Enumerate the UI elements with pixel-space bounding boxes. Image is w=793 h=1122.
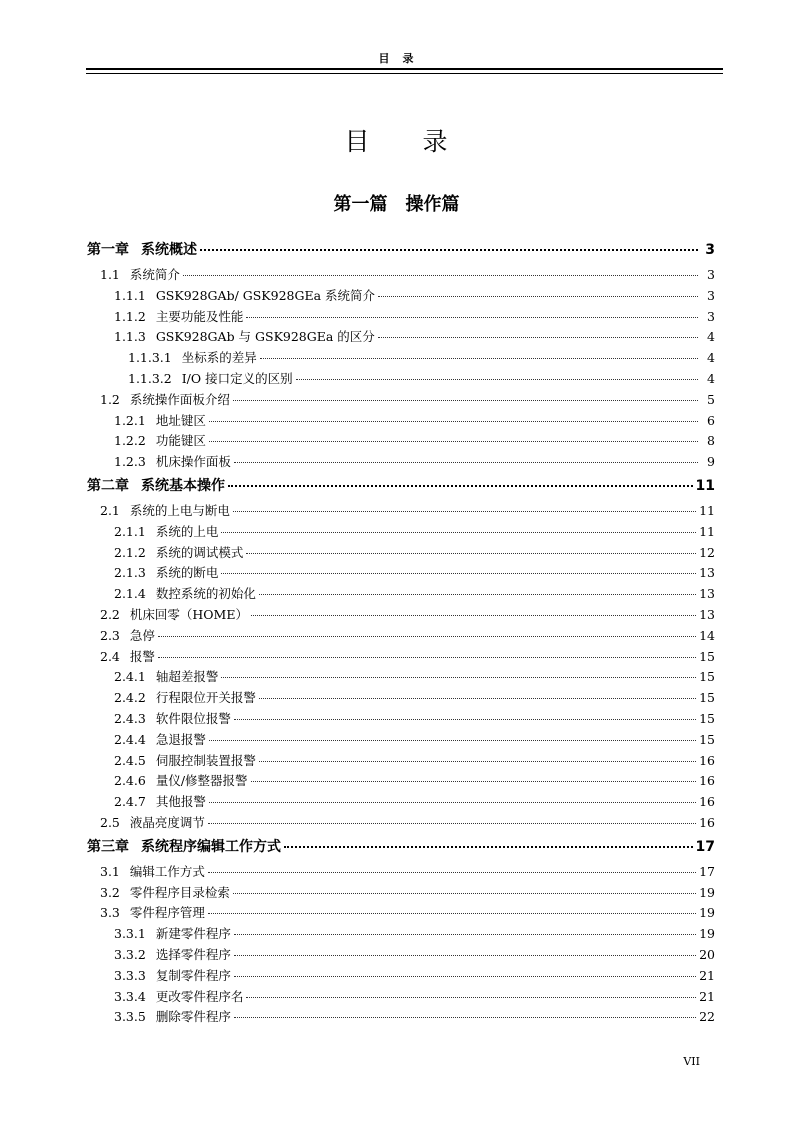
toc-entry-page: 13 bbox=[699, 606, 715, 622]
toc-entry[interactable] bbox=[87, 584, 715, 605]
toc-entry[interactable] bbox=[87, 522, 715, 543]
toc-leader-dots bbox=[221, 572, 696, 574]
toc-entry-number: 2.4.2 bbox=[114, 690, 146, 706]
toc-entry-number: 1.2.3 bbox=[114, 454, 146, 470]
toc-entry[interactable] bbox=[87, 987, 715, 1008]
table-of-contents bbox=[87, 237, 715, 1028]
toc-entry-title: 地址键区 bbox=[155, 412, 206, 428]
toc-entry-title: 选择零件程序 bbox=[155, 946, 231, 962]
toc-leader-dots bbox=[208, 912, 696, 914]
toc-leader-dots bbox=[234, 975, 696, 977]
toc-leader-dots bbox=[234, 1016, 696, 1018]
toc-entry-number: 2.4.7 bbox=[114, 794, 146, 810]
toc-leader-dots bbox=[183, 274, 698, 276]
toc-leader-dots bbox=[284, 845, 693, 848]
toc-entry-number: 2.4 bbox=[100, 648, 120, 664]
toc-entry-page: 13 bbox=[699, 565, 715, 581]
toc-entry-number: 1.2.1 bbox=[114, 412, 146, 428]
toc-entry-title: 报警 bbox=[129, 648, 155, 664]
toc-leader-dots bbox=[259, 593, 696, 595]
toc-entry-page: 16 bbox=[699, 794, 715, 810]
toc-leader-dots bbox=[209, 739, 696, 741]
toc-entry-title: 主要功能及性能 bbox=[155, 308, 244, 324]
toc-entry-page: 16 bbox=[699, 814, 715, 830]
toc-entry-page: 15 bbox=[699, 710, 715, 726]
toc-entry-title: 机床回零（HOME） bbox=[129, 606, 248, 622]
toc-entry-title: 零件程序管理 bbox=[129, 905, 205, 921]
toc-entry[interactable] bbox=[87, 626, 715, 647]
toc-entry-number: 2.3 bbox=[100, 627, 120, 643]
toc-entry-page: 14 bbox=[699, 627, 715, 643]
toc-entry-number: 2.4.4 bbox=[114, 731, 146, 747]
toc-entry-page: 3 bbox=[707, 308, 715, 324]
header-rule-thin bbox=[86, 73, 723, 74]
toc-leader-dots bbox=[246, 552, 696, 554]
toc-entry-number: 3.3.5 bbox=[114, 1009, 146, 1025]
toc-entry-number: 1.2 bbox=[100, 391, 120, 407]
toc-entry[interactable] bbox=[87, 945, 715, 966]
toc-entry[interactable] bbox=[87, 369, 715, 390]
toc-leader-dots bbox=[221, 531, 696, 533]
toc-leader-dots bbox=[259, 697, 696, 699]
toc-entry-page: 17 bbox=[699, 863, 715, 879]
toc-entry-title: 系统概述 bbox=[141, 242, 197, 258]
toc-entry[interactable] bbox=[87, 501, 715, 522]
toc-leader-dots bbox=[208, 822, 696, 824]
toc-entry[interactable] bbox=[87, 924, 715, 945]
toc-entry[interactable] bbox=[87, 307, 715, 328]
toc-entry-page: 20 bbox=[699, 946, 715, 962]
toc-entry-number: 2.1.2 bbox=[114, 544, 146, 560]
toc-leader-dots bbox=[233, 510, 696, 512]
toc-entry-number: 1.1.3.2 bbox=[128, 370, 172, 386]
toc-leader-dots bbox=[158, 656, 696, 658]
toc-leader-dots bbox=[234, 718, 696, 720]
toc-entry-page: 15 bbox=[699, 731, 715, 747]
toc-entry-number: 3.3.3 bbox=[114, 967, 146, 983]
toc-entry-title: 系统基本操作 bbox=[141, 477, 225, 494]
toc-entry-title: I/O 接口定义的区别 bbox=[181, 370, 293, 386]
toc-entry-number: 3.3.4 bbox=[114, 988, 146, 1004]
toc-entry-title: 系统的上电与断电 bbox=[129, 502, 230, 518]
toc-entry-page: 17 bbox=[695, 838, 715, 855]
toc-entry-number: 2.2 bbox=[100, 606, 120, 622]
toc-entry-number: 1.1.1 bbox=[114, 287, 146, 303]
toc-entry-number: 1.1.2 bbox=[114, 308, 146, 324]
toc-leader-dots bbox=[233, 892, 696, 894]
toc-entry[interactable] bbox=[87, 813, 715, 834]
toc-leader-dots bbox=[296, 378, 698, 380]
toc-entry[interactable] bbox=[87, 390, 715, 411]
toc-entry-title: 删除零件程序 bbox=[155, 1009, 231, 1025]
toc-leader-dots bbox=[208, 871, 696, 873]
toc-entry[interactable] bbox=[87, 348, 715, 369]
toc-entry-title: 急停 bbox=[129, 627, 155, 643]
toc-entry-page: 5 bbox=[707, 391, 715, 407]
toc-entry-page: 22 bbox=[699, 1009, 715, 1025]
toc-entry-number: 第二章 bbox=[87, 477, 129, 494]
toc-entry-title: 系统简介 bbox=[129, 267, 180, 282]
toc-leader-dots bbox=[378, 336, 698, 338]
toc-entry-title: 零件程序目录检索 bbox=[129, 884, 230, 900]
toc-entry-number: 3.3 bbox=[100, 905, 120, 921]
toc-entry-title: 系统操作面板介绍 bbox=[129, 391, 230, 407]
toc-entry[interactable] bbox=[87, 327, 715, 348]
toc-entry-title: 系统的上电 bbox=[155, 523, 219, 539]
toc-entry-title: 系统的调试模式 bbox=[155, 544, 244, 560]
toc-entry-page: 21 bbox=[699, 967, 715, 983]
toc-entry[interactable] bbox=[87, 605, 715, 626]
toc-entry-number: 第一章 bbox=[87, 242, 129, 258]
toc-entry-page: 19 bbox=[699, 905, 715, 921]
toc-entry-title: 系统的断电 bbox=[155, 565, 219, 581]
toc-entry-title: 其他报警 bbox=[155, 794, 206, 810]
running-header: 目 录 bbox=[378, 52, 415, 65]
toc-leader-dots bbox=[260, 357, 698, 359]
toc-entry[interactable] bbox=[87, 431, 715, 452]
toc-entry-title: 更改零件程序名 bbox=[155, 988, 244, 1004]
toc-entry-page: 21 bbox=[699, 988, 715, 1004]
page-number: VII bbox=[683, 1055, 700, 1068]
toc-entry-page: 8 bbox=[707, 433, 715, 449]
toc-entry-title: 软件限位报警 bbox=[155, 710, 231, 726]
toc-entry-page: 9 bbox=[707, 454, 715, 470]
toc-entry-title: 机床操作面板 bbox=[155, 454, 231, 470]
toc-chapter-entry[interactable] bbox=[87, 475, 715, 501]
toc-leader-dots bbox=[209, 440, 698, 442]
toc-entry-number: 3.3.1 bbox=[114, 926, 146, 942]
toc-entry-title: 系统程序编辑工作方式 bbox=[141, 838, 281, 855]
toc-entry-page: 15 bbox=[699, 669, 715, 685]
toc-entry-page: 12 bbox=[699, 544, 715, 560]
toc-entry-page: 4 bbox=[707, 370, 715, 386]
toc-chapter-entry[interactable] bbox=[87, 836, 715, 862]
toc-leader-dots bbox=[209, 801, 696, 803]
toc-leader-dots bbox=[246, 996, 696, 998]
toc-entry-page: 19 bbox=[699, 884, 715, 900]
toc-entry-title: 液晶亮度调节 bbox=[129, 814, 205, 830]
toc-entry-page: 3 bbox=[707, 287, 715, 303]
toc-entry-number: 2.1 bbox=[100, 502, 120, 518]
toc-leader-dots bbox=[228, 484, 693, 487]
toc-entry-page: 11 bbox=[699, 523, 715, 539]
toc-entry-title: 新建零件程序 bbox=[155, 926, 231, 942]
toc-entry-title: 编辑工作方式 bbox=[129, 863, 205, 879]
toc-entry-number: 2.5 bbox=[100, 814, 120, 830]
toc-entry[interactable] bbox=[87, 771, 715, 792]
toc-entry-number: 3.2 bbox=[100, 884, 120, 900]
toc-leader-dots bbox=[234, 461, 698, 463]
toc-entry[interactable] bbox=[87, 730, 715, 751]
toc-entry-number: 1.1 bbox=[100, 267, 120, 282]
toc-entry[interactable] bbox=[87, 1007, 715, 1028]
toc-entry[interactable] bbox=[87, 862, 715, 883]
toc-entry[interactable] bbox=[87, 667, 715, 688]
toc-entry-page: 3 bbox=[705, 242, 715, 258]
toc-entry-number: 第三章 bbox=[87, 838, 129, 855]
toc-entry-page: 16 bbox=[699, 752, 715, 768]
toc-entry-page: 6 bbox=[707, 412, 715, 428]
toc-entry[interactable] bbox=[87, 883, 715, 904]
toc-leader-dots bbox=[246, 316, 698, 318]
toc-entry-title: 伺服控制装置报警 bbox=[155, 752, 256, 768]
toc-leader-dots bbox=[234, 933, 696, 935]
toc-leader-dots bbox=[209, 420, 698, 422]
toc-entry-number: 1.1.3 bbox=[114, 329, 146, 345]
toc-entry-number: 1.1.3.1 bbox=[128, 350, 172, 366]
toc-entry-title: 急退报警 bbox=[155, 731, 206, 747]
toc-entry-number: 3.1 bbox=[100, 863, 120, 879]
toc-entry-number: 3.3.2 bbox=[114, 946, 146, 962]
toc-entry-page: 4 bbox=[707, 329, 715, 345]
toc-entry-title: 功能键区 bbox=[155, 433, 206, 449]
toc-entry-number: 2.1.1 bbox=[114, 523, 146, 539]
toc-entry-page: 11 bbox=[695, 477, 715, 494]
part-title: 第一篇 操作篇 bbox=[333, 194, 460, 215]
toc-entry[interactable] bbox=[87, 903, 715, 924]
toc-entry[interactable] bbox=[87, 563, 715, 584]
header-rule-thick bbox=[86, 68, 723, 70]
toc-entry-page: 3 bbox=[707, 267, 715, 282]
toc-entry-title: 复制零件程序 bbox=[155, 967, 231, 983]
toc-leader-dots bbox=[259, 760, 696, 762]
toc-entry-page: 11 bbox=[699, 502, 715, 518]
toc-entry-title: GSK928GAb 与 GSK928GEa 的区分 bbox=[155, 329, 375, 345]
toc-entry-page: 16 bbox=[699, 773, 715, 789]
toc-entry-title: GSK928GAb/ GSK928GEa 系统简介 bbox=[155, 287, 376, 303]
document-title: 目 录 bbox=[344, 127, 449, 156]
toc-entry-number: 1.2.2 bbox=[114, 433, 146, 449]
toc-leader-dots bbox=[251, 614, 696, 616]
toc-entry-page: 4 bbox=[707, 350, 715, 366]
toc-entry-title: 行程限位开关报警 bbox=[155, 690, 256, 706]
toc-entry[interactable] bbox=[87, 792, 715, 813]
toc-entry[interactable] bbox=[87, 966, 715, 987]
toc-entry[interactable] bbox=[87, 411, 715, 432]
toc-entry[interactable] bbox=[87, 647, 715, 668]
toc-entry-title: 轴超差报警 bbox=[155, 669, 219, 685]
toc-leader-dots bbox=[251, 780, 697, 782]
toc-entry-page: 13 bbox=[699, 586, 715, 602]
toc-entry[interactable] bbox=[87, 543, 715, 564]
toc-entry-page: 19 bbox=[699, 926, 715, 942]
toc-entry-number: 2.4.5 bbox=[114, 752, 146, 768]
toc-entry[interactable] bbox=[87, 751, 715, 772]
toc-leader-dots bbox=[158, 635, 696, 637]
toc-entry-number: 2.4.1 bbox=[114, 669, 146, 685]
toc-entry-number: 2.4.6 bbox=[114, 773, 146, 789]
toc-entry[interactable] bbox=[87, 286, 715, 307]
toc-leader-dots bbox=[221, 676, 696, 678]
toc-leader-dots bbox=[200, 248, 698, 251]
toc-leader-dots bbox=[378, 295, 698, 297]
toc-entry-page: 15 bbox=[699, 690, 715, 706]
toc-chapter-entry[interactable] bbox=[87, 239, 715, 265]
toc-leader-dots bbox=[233, 399, 698, 401]
toc-entry-number: 2.1.4 bbox=[114, 586, 146, 602]
toc-entry[interactable] bbox=[87, 709, 715, 730]
toc-entry-page: 15 bbox=[699, 648, 715, 664]
toc-entry[interactable] bbox=[87, 452, 715, 473]
toc-entry[interactable] bbox=[87, 688, 715, 709]
toc-entry[interactable] bbox=[87, 265, 715, 286]
toc-entry-title: 坐标系的差异 bbox=[181, 350, 257, 366]
toc-entry-title: 量仪/修整器报警 bbox=[155, 773, 248, 789]
toc-leader-dots bbox=[234, 954, 696, 956]
toc-entry-number: 2.1.3 bbox=[114, 565, 146, 581]
toc-entry-number: 2.4.3 bbox=[114, 710, 146, 726]
toc-entry-title: 数控系统的初始化 bbox=[155, 586, 256, 602]
